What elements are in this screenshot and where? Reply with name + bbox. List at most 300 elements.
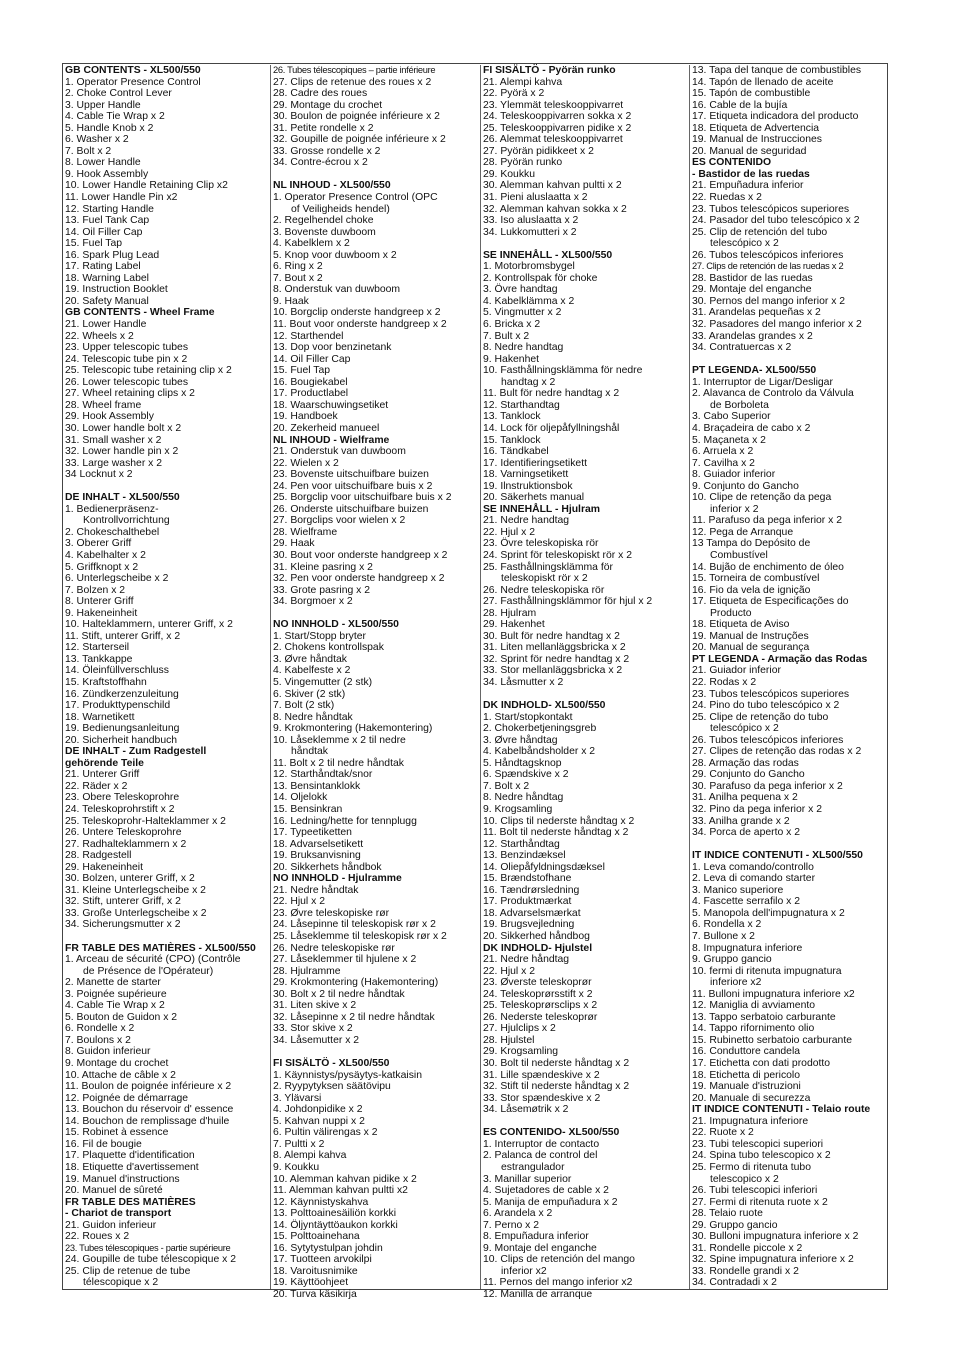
list-item: 29. Krogsamling [483, 1046, 559, 1058]
list-item: 34. Porca de aperto x 2 [692, 827, 801, 839]
list-item: 25. Clip de retención del tubo [692, 226, 828, 238]
list-item: 8. Nedre håndtak [273, 711, 353, 723]
list-item: 6. Rondella x 2 [692, 919, 762, 931]
list-item: 19. Bruksanvisning [273, 850, 361, 862]
list-item: 18. Warning Label [65, 272, 149, 284]
list-item: 26. Nedre teleskopiske rør [273, 942, 395, 954]
list-item: 27. Hjulclips x 2 [483, 1023, 556, 1035]
list-item: 10. Clips til nederste håndtag x 2 [483, 815, 635, 827]
list-item-continuation: Kontrollvorrichtung [83, 515, 170, 527]
list-item: 5. Griffknopt x 2 [65, 561, 139, 573]
section-heading: NO INNHOLD - Hjulramme [273, 873, 402, 885]
list-item: 5. Maçaneta x 2 [692, 434, 766, 446]
list-item: 34. Låsemøtrik x 2 [483, 1104, 569, 1116]
list-item: 29. Conjunto do Gancho [692, 769, 805, 781]
spacer [271, 169, 480, 181]
list-item-continuation: inferior x 2 [710, 503, 759, 515]
list-item: 29. Krokmontering (Hakemontering) [273, 977, 439, 989]
list-item: 19. Brugsvejledning [483, 919, 575, 931]
list-item: 21. Guidon inferieur [65, 1219, 157, 1231]
list-item: 27. Wheel retaining clips x 2 [65, 388, 195, 400]
list-item: 14. Öljyntäyttöaukon korkki [273, 1219, 398, 1231]
list-item: 30. Bolt til nederste håndtag x 2 [483, 1058, 630, 1070]
section-heading: ES CONTENIDO [692, 157, 772, 169]
list-item-continuation: estrangulador [501, 1161, 565, 1173]
list-item: 17. Plaquette d'identification [65, 1150, 195, 1162]
section-heading: - Chariot de transport [65, 1208, 172, 1220]
list-item: 15. Torneira de combustível [692, 573, 820, 585]
list-item: 22. Hjul x 2 [483, 965, 535, 977]
list-item: 34. Contradadi x 2 [692, 1277, 777, 1289]
list-item: 10. Låseklemme x 2 til nedre [273, 734, 406, 746]
list-item: 20. Sicherheit handbuch [65, 734, 178, 746]
list-item: 3. Oberer Griff [65, 538, 132, 550]
list-item: 26. Onderste uitschuifbare buizen [273, 503, 429, 515]
list-item: 8. Nedre handtag [483, 342, 564, 354]
section-heading: - Bastidor de las ruedas [692, 168, 810, 180]
list-item: 25. Teleskoprørsclips x 2 [483, 1000, 598, 1012]
list-item: 15. Tanklock [483, 434, 541, 446]
list-item: 30. Bulloni impugnatura inferiore x 2 [692, 1231, 859, 1243]
list-item: 19. Manual de Instruções [692, 630, 809, 642]
list-item: 33. Stor mellanläggsbricka x 2 [483, 665, 623, 677]
list-item: 8. Lower Handle [65, 157, 141, 169]
list-item: 28. Pyörän runko [483, 157, 563, 169]
list-item: 30. Bout voor onderste handgreep x 2 [273, 549, 448, 561]
list-item: 22. Hjul x 2 [273, 896, 325, 908]
list-item: 6. Washer x 2 [65, 134, 129, 146]
list-item: 26. Nederste teleskoprør [483, 1011, 598, 1023]
list-item: 15. Robinet à essence [65, 1127, 169, 1139]
list-item: 24. Låsepinne til teleskopisk rør x 2 [273, 919, 436, 931]
list-item: 27. Fasthållningsklämmor för hjul x 2 [483, 596, 653, 608]
list-item: 4. Kabelbåndsholder x 2 [483, 746, 596, 758]
list-item: 15. Bensinkran [273, 804, 343, 815]
list-item: 32. Alemman kahvan sokka x 2 [483, 203, 627, 215]
list-item: 27. Borgclips voor wielen x 2 [273, 515, 406, 527]
list-item: 29. Hook Assembly [65, 411, 154, 423]
list-item: 5. Knop voor duwboom x 2 [273, 249, 397, 261]
section-heading: IT INDICE CONTENUTI - Telaio route [692, 1104, 871, 1116]
list-item: 28. Cadre des roues [273, 88, 368, 100]
list-item: 18. Etichetta di pericolo [692, 1069, 801, 1081]
list-item: 27. Clipes de retenção das rodas x 2 [692, 746, 862, 758]
list-item: 8. Guidon inferieur [65, 1046, 151, 1058]
list-item: 5. Vingmutter x 2 [483, 307, 562, 319]
list-item: 15. Fuel Tap [65, 238, 122, 250]
list-item: 10. Attache de câble x 2 [65, 1069, 176, 1081]
list-item: 4. Sujetadores de cable x 2 [483, 1185, 609, 1197]
list-item: 20. Manual de seguridad [692, 145, 807, 157]
list-item-continuation: télescopique x 2 [83, 1277, 159, 1289]
list-item: 4. Kabelklämma x 2 [483, 295, 575, 307]
list-item: 16. Spark Plug Lead [65, 249, 160, 261]
list-item: 23. Øverste teleskoprør [483, 977, 592, 989]
list-item: 28. Hjulramme [273, 965, 341, 977]
list-item: 14. Tappo rifornimento olio [692, 1023, 815, 1035]
list-item: 14. Tapón de llenado de aceite [692, 76, 834, 88]
list-item: 23. Övre teleskopiska rör [483, 538, 599, 550]
list-item: 7. Cavilha x 2 [692, 457, 755, 469]
section-heading: FR TABLE DES MATIÈRES - XL500/550 [65, 942, 256, 954]
list-item: 8. Nedre håndtag [483, 792, 564, 804]
list-item: 19. Manual de Instrucciones [692, 134, 822, 146]
list-item: 19. Instruction Booklet [65, 284, 168, 296]
list-item: 20. Zekerheid manueel [273, 422, 380, 434]
list-item: 1. Operator Presence Control (OPC [273, 192, 438, 204]
list-item: 32. Låsepinne x 2 til nedre håndtak [273, 1011, 435, 1023]
list-item: 30. Bult för nedre handtag x 2 [483, 630, 620, 642]
column-4 [689, 65, 887, 1289]
list-item: 9. Montage du crochet [65, 1058, 169, 1070]
list-item-continuation: Combustível [710, 549, 768, 561]
list-item: 2. Palanca de control del [483, 1150, 598, 1162]
list-item: 10. Borgclip onderste handgreep x 2 [273, 307, 441, 319]
list-item: 31. Lille spændeskive x 2 [483, 1069, 600, 1081]
list-item: 24. Spina tubo telescopico x 2 [692, 1150, 831, 1162]
list-item: 28. Armação das rodas [692, 757, 799, 769]
section-heading: IT INDICE CONTENUTI - XL500/550 [692, 850, 863, 862]
list-item: 8. Empuñadura inferior [483, 1231, 589, 1243]
list-item-continuation: de Présence de l'Opérateur) [83, 965, 214, 977]
spacer [481, 1116, 689, 1128]
list-item: 20. Turva käsikirja [273, 1288, 357, 1300]
list-item: 29. Koukku [483, 168, 535, 180]
list-item: 8. Onderstuk van duwboom [273, 284, 401, 296]
list-item: 25. Teleskooppivarren pidike x 2 [483, 122, 632, 134]
list-item: 31. Petite rondelle x 2 [273, 122, 374, 134]
list-item: 6. Rondelle x 2 [65, 1023, 135, 1035]
list-item: 14. Oil Filler Cap [273, 353, 351, 365]
list-item: 7. Boulons x 2 [65, 1034, 131, 1046]
list-item: 17. Etiqueta de Especificações do [692, 596, 849, 608]
section-heading: PT LEGENDA - Armação das Rodas [692, 653, 868, 665]
list-item: 7. Perno x 2 [483, 1219, 540, 1231]
list-item-continuation: håndtak [291, 746, 328, 758]
list-item: 30. Parafuso da pega inferior x 2 [692, 780, 843, 792]
section-heading: NO INNHOLD - XL500/550 [273, 619, 399, 631]
list-item: 9. Hakenhet [483, 353, 540, 365]
list-item: 5. Håndtagsknop [483, 757, 562, 769]
list-item: 3. Bovenste duwboom [273, 226, 376, 238]
list-item: 21. Impugnatura inferiore [692, 1115, 809, 1127]
list-item: 18. Etiquette d'avertissement [65, 1161, 199, 1173]
list-item: 30. Bolt x 2 til nedre håndtak [273, 988, 405, 1000]
list-item: 20. Manual de segurança [692, 642, 810, 654]
list-item: 23. Upper telescopic tubes [65, 342, 189, 354]
list-item-continuation: telescópico x 2 [710, 723, 779, 735]
list-item-continuation: inferior x2 [501, 1265, 547, 1277]
list-item: 1. Motorbromsbygel [483, 261, 575, 273]
list-item: 29. Montaje del enganche [692, 284, 812, 296]
list-item: 29. Hakenhet [483, 619, 545, 631]
list-item: 31. Liten mellanläggsbricka x 2 [483, 642, 626, 654]
list-item: 23. Obere Teleskoprohre [65, 792, 180, 804]
list-item-continuation: telescópico x 2 [710, 238, 779, 250]
list-item: 33. Iso aluslaatta x 2 [483, 215, 579, 227]
list-item: 12. Starthandtag [483, 399, 560, 411]
list-item: 34 Locknut x 2 [65, 469, 133, 481]
list-item: 26. Tubi telescopici inferiori [692, 1185, 818, 1197]
list-item: 21. Nedre handtag [483, 515, 570, 527]
list-item: 23. Øvre teleskopiske rør [273, 907, 390, 919]
list-item: 17. Etichetta con dati prodotto [692, 1058, 831, 1070]
list-item: 25. Clipe de retenção do tubo [692, 711, 829, 723]
list-item-continuation: teleskopiskt rör x 2 [501, 573, 588, 585]
list-item: 2. Leva di comando starter [692, 873, 816, 885]
list-item: 12. Starthåndtag [483, 838, 560, 850]
list-item: 8. Impugnatura inferiore [692, 942, 803, 954]
list-item: 27. Fermi di ritenuta ruote x 2 [692, 1196, 828, 1208]
list-item: 34. Låsemutter x 2 [273, 1034, 360, 1046]
list-item: 31. Anilha pequena x 2 [692, 792, 798, 804]
list-item: 9. Conjunto do Gancho [692, 480, 799, 492]
list-item: 2. Choke Control Lever [65, 88, 172, 100]
list-item: 34. Borgmoer x 2 [273, 596, 353, 608]
list-item: 16. Fio da vela de ignição [692, 584, 811, 596]
list-item: 24. Teleskooppivarren sokka x 2 [483, 111, 632, 123]
list-item: 21. Unterer Griff [65, 769, 140, 781]
column-2 [270, 65, 480, 1300]
list-item: 14. Bujão de enchimento de óleo [692, 561, 844, 573]
list-item: 23. Tubos telescópicos superiores [692, 203, 850, 215]
list-item: 13 Tampa do Depósito de [692, 538, 811, 550]
list-item: 32. Sprint för nedre handtag x 2 [483, 653, 630, 665]
list-item: 11. Boulon de poignée inférieure x 2 [65, 1081, 232, 1093]
list-item: 17. Productlabel [273, 388, 349, 400]
list-item: 31. Kleine Unterlegscheibe x 2 [65, 884, 206, 896]
list-item: 1. Interruptor de contacto [483, 1138, 600, 1150]
list-item: 11. Pernos del mango inferior x2 [483, 1277, 633, 1289]
list-item: 22. Wheels x 2 [65, 330, 134, 342]
list-item: 25. Telescopic tube retaining clip x 2 [65, 365, 232, 377]
spacer [690, 354, 887, 366]
list-item: 32. Spine impugnatura inferiore x 2 [692, 1254, 854, 1266]
list-item: 1. Start/stopkontakt [483, 711, 573, 723]
list-item: 12. Pega de Arranque [692, 526, 794, 538]
list-item: 26. Tubos telescópicos inferiores [692, 249, 844, 261]
list-item: 31. Kleine pasring x 2 [273, 561, 373, 573]
section-heading: NL INHOUD - XL500/550 [273, 180, 391, 192]
list-item: 24. Pasador del tubo telescópico x 2 [692, 215, 860, 227]
list-item: 17. Produktmærkat [483, 896, 572, 908]
list-item: 29. Hakeneinheit [65, 861, 143, 873]
list-item: 19. Bedienungsanleitung [65, 723, 180, 735]
section-heading: PT LEGENDA- XL500/550 [692, 365, 817, 377]
list-item: 19. Käyttöohjeet [273, 1277, 349, 1289]
list-item: 21. Nedre håndtak [273, 884, 359, 896]
list-item: 6. Bricka x 2 [483, 319, 541, 331]
list-item: 7. Bolzen x 2 [65, 584, 126, 596]
list-item: 4. Kabelklem x 2 [273, 238, 350, 250]
spacer [63, 931, 270, 943]
list-item: 2. Kontrollspak för choke [483, 272, 598, 284]
list-item: 13. Tapa del tanque de combustibles [692, 65, 862, 76]
list-item: 32. Pino da pega inferior x 2 [692, 804, 822, 815]
list-item: 18. Varoitusnimike [273, 1265, 358, 1277]
list-item: 7. Bult x 2 [483, 330, 530, 342]
list-item: 22. Hjul x 2 [483, 526, 535, 538]
list-item: 21. Nedre håndtag [483, 954, 570, 966]
list-item: 28. Telaio ruote [692, 1208, 763, 1220]
list-item: 15. Kraftstoffhahn [65, 676, 147, 688]
list-item: 3. Övre handtag [483, 284, 558, 296]
list-item: 17. Tuotteen arvokilpi [273, 1254, 372, 1266]
list-item: 12. Käynnistyskahva [273, 1196, 369, 1208]
list-item: 31. Small washer x 2 [65, 434, 162, 446]
list-item: 12. Maniglia di avviamento [692, 1000, 816, 1012]
list-item: 4. Cable Tie Wrap x 2 [65, 111, 165, 123]
list-item: 33. Stor spændeskive x 2 [483, 1092, 601, 1104]
list-item: 19. Handboek [273, 411, 338, 423]
list-item: 26. Nedre teleskopiska rör [483, 584, 605, 596]
list-item: 16. Ledning/hette for tennplugg [273, 815, 417, 827]
list-item: 33. Rondelle grandi x 2 [692, 1265, 799, 1277]
list-item: 24. Pen voor uitschuifbare buis x 2 [273, 480, 433, 492]
list-item: 16. Sytytystulpan johdin [273, 1242, 383, 1254]
list-item: 8. Unterer Griff [65, 596, 134, 608]
spacer [271, 608, 480, 620]
list-item: 1. Leva comando/controllo [692, 861, 814, 873]
list-item: 5. Vingemutter (2 stk) [273, 676, 373, 688]
list-item: 34. Lukkomutteri x 2 [483, 226, 577, 238]
list-item: 33. Large washer x 2 [65, 457, 163, 469]
list-item: 19. Manuel d'instructions [65, 1173, 180, 1185]
list-item: 11. Bult för nedre handtag x 2 [483, 388, 620, 400]
list-item: 20. Manuale di securezza [692, 1092, 811, 1104]
list-item: 16. Fil de bougie [65, 1138, 142, 1150]
list-item: 11. Bout voor onderste handgreep x 2 [273, 319, 447, 331]
list-item: 14. Oil Filler Cap [65, 226, 143, 238]
list-item: 2. Chokens kontrollspak [273, 642, 384, 654]
list-item: 22. Pyörä x 2 [483, 88, 545, 100]
list-item: 10. Halteklammern, unterer Griff, x 2 [65, 619, 233, 631]
list-item: 10. Lower Handle Retaining Clip x2 [65, 180, 228, 192]
list-item: 3. Cabo Superior [692, 411, 771, 423]
list-item: 8. Guiador inferior [692, 469, 776, 481]
list-item: 5. Bouton de Guidon x 2 [65, 1011, 178, 1023]
list-item: 9. Hakeneinheit [65, 607, 138, 619]
list-item: 1. Bedienerpräsenz- [65, 503, 159, 515]
list-item: 13. Tappo serbatoio carburante [692, 1011, 836, 1023]
list-item-continuation: de Borboleta [710, 399, 769, 411]
list-item: 34. Contratuercas x 2 [692, 342, 792, 354]
list-item: 17. Typeetiketten [273, 827, 352, 839]
list-item-continuation: Producto [710, 607, 752, 619]
list-item: 16. Tändkabel [483, 446, 549, 458]
list-item: 14. Bouchon de remplissage d'huile [65, 1115, 230, 1127]
list-item: 9. Gruppo gancio [692, 954, 772, 966]
list-item: 23. Ylemmät teleskooppivarret [483, 99, 624, 111]
list-item: 26. Tubos telescópicos inferiores [692, 734, 844, 746]
list-item: 6. Unterlegscheibe x 2 [65, 573, 169, 585]
section-heading: SE INNEHÅLL - XL500/550 [483, 249, 613, 261]
list-item: 25. Låseklemme til teleskopisk rør x 2 [273, 931, 447, 943]
list-item: 27. Clips de retenue des roues x 2 [273, 76, 432, 88]
list-item: 24. Teleskoprørsstift x 2 [483, 988, 593, 1000]
list-item: 33. Grosse rondelle x 2 [273, 145, 381, 157]
list-item: 12. Poignée de démarrage [65, 1092, 189, 1104]
list-item: 15. Rubinetto serbatoio carburante [692, 1034, 853, 1046]
list-item: 27. Clips de retención de las ruedas x 2 [692, 261, 844, 272]
section-heading: NL INHOUD - Wielframe [273, 434, 390, 446]
list-item: 29. Gruppo gancio [692, 1219, 778, 1231]
list-item: 16. Tændrørsledning [483, 884, 580, 896]
list-item: 24. Pino do tubo telescópico x 2 [692, 700, 840, 712]
list-item: 24. Goupille de tube télescopique x 2 [65, 1254, 236, 1266]
list-item: 1. Interruptor de Ligar/Desligar [692, 376, 833, 388]
list-item: 1. Käynnistys/pysäytys-katkaisin [273, 1069, 422, 1081]
list-item: 18. Waarschuwingsetiket [273, 399, 389, 411]
list-item: 32. Goupille de poignée inférieure x 2 [273, 134, 446, 146]
list-item: 14. Oliepåfyldningsdæksel [483, 861, 605, 873]
list-item: 21. Guiador inferior [692, 665, 781, 677]
list-item: 2. Ryypytyksen säätövipu [273, 1081, 391, 1093]
list-item: 10. fermi di ritenuta impugnatura [692, 965, 842, 977]
list-item: 14. Oljelokk [273, 792, 328, 804]
list-item: 3. Upper Handle [65, 99, 141, 111]
list-item: 2. Chokerbetjeningsgreb [483, 723, 597, 735]
list-item: 30. Pernos del mango inferior x 2 [692, 295, 846, 307]
list-item: 18. Advarselsmærkat [483, 907, 581, 919]
list-item: 31. Arandelas pequeñas x 2 [692, 307, 821, 319]
list-item: 13. Benzindæksel [483, 850, 566, 862]
spacer [63, 481, 270, 493]
list-item-continuation: handtag x 2 [501, 376, 556, 388]
list-item: 15. Brændstofhane [483, 873, 572, 885]
list-item: 28. Wielframe [273, 526, 338, 538]
list-item: 30. Lower handle bolt x 2 [65, 422, 182, 434]
list-item: 27. Låseklemmer til hjulene x 2 [273, 954, 417, 966]
list-item: 32. Pen voor onderste handgreep x 2 [273, 573, 445, 585]
list-item: 6. Ring x 2 [273, 261, 323, 273]
list-item: 15. Fuel Tap [273, 365, 330, 377]
list-item: 5. Kahvan nuppi x 2 [273, 1115, 365, 1127]
list-item: 25. Teleskoprohr-Halteklammer x 2 [65, 815, 226, 827]
list-item: 12. Starthendel [273, 330, 344, 342]
list-item: 16. Conduttore candela [692, 1046, 801, 1058]
list-item: 21. Onderstuk van duwboom [273, 446, 406, 458]
section-heading: ES CONTENIDO- XL500/550 [483, 1127, 620, 1139]
list-item: 25. Fermo di ritenuta tubo [692, 1161, 811, 1173]
list-item: 33. Stor skive x 2 [273, 1023, 353, 1035]
list-item: 2. Regelhendel choke [273, 215, 374, 227]
list-item: 11. Bolt x 2 til nedre håndtak [273, 757, 404, 769]
list-item: 4. Johdonpidike x 2 [273, 1104, 363, 1116]
list-item: 9. Haak [273, 295, 309, 307]
section-heading: DE INHALT - XL500/550 [65, 492, 180, 504]
list-item: 34. Contre-écrou x 2 [273, 157, 368, 169]
list-item: 15. Tapón de combustible [692, 88, 811, 100]
list-item: 22. Wielen x 2 [273, 457, 339, 469]
list-item: 29. Haak [273, 538, 315, 550]
list-item: 22. Ruedas x 2 [692, 192, 762, 204]
list-item: 4. Kabelhalter x 2 [65, 549, 146, 561]
list-item: 18. Etiqueta de Aviso [692, 619, 790, 631]
list-item: 20. Sikkerhed håndbog [483, 931, 590, 943]
list-item: 28. Radgestell [65, 850, 132, 862]
list-item: 23. Tubos telescópicos superiores [692, 688, 850, 700]
list-item: 33. Große Unterlegscheibe x 2 [65, 907, 207, 919]
list-item: 16. Zündkerzenzuleitung [65, 688, 179, 700]
list-item: 21. Lower Handle [65, 319, 147, 331]
list-item: 1. Start/Stopp bryter [273, 630, 366, 642]
list-item: 22. Rodas x 2 [692, 676, 757, 688]
list-item: 25. Borgclip voor uitschuifbare buis x 2 [273, 492, 452, 504]
list-item: 4. Cable Tie Wrap x 2 [65, 1000, 165, 1012]
list-item: 3. Ylävarsi [273, 1092, 322, 1104]
list-item: 11. Alemman kahvan pultti x2 [273, 1185, 408, 1197]
